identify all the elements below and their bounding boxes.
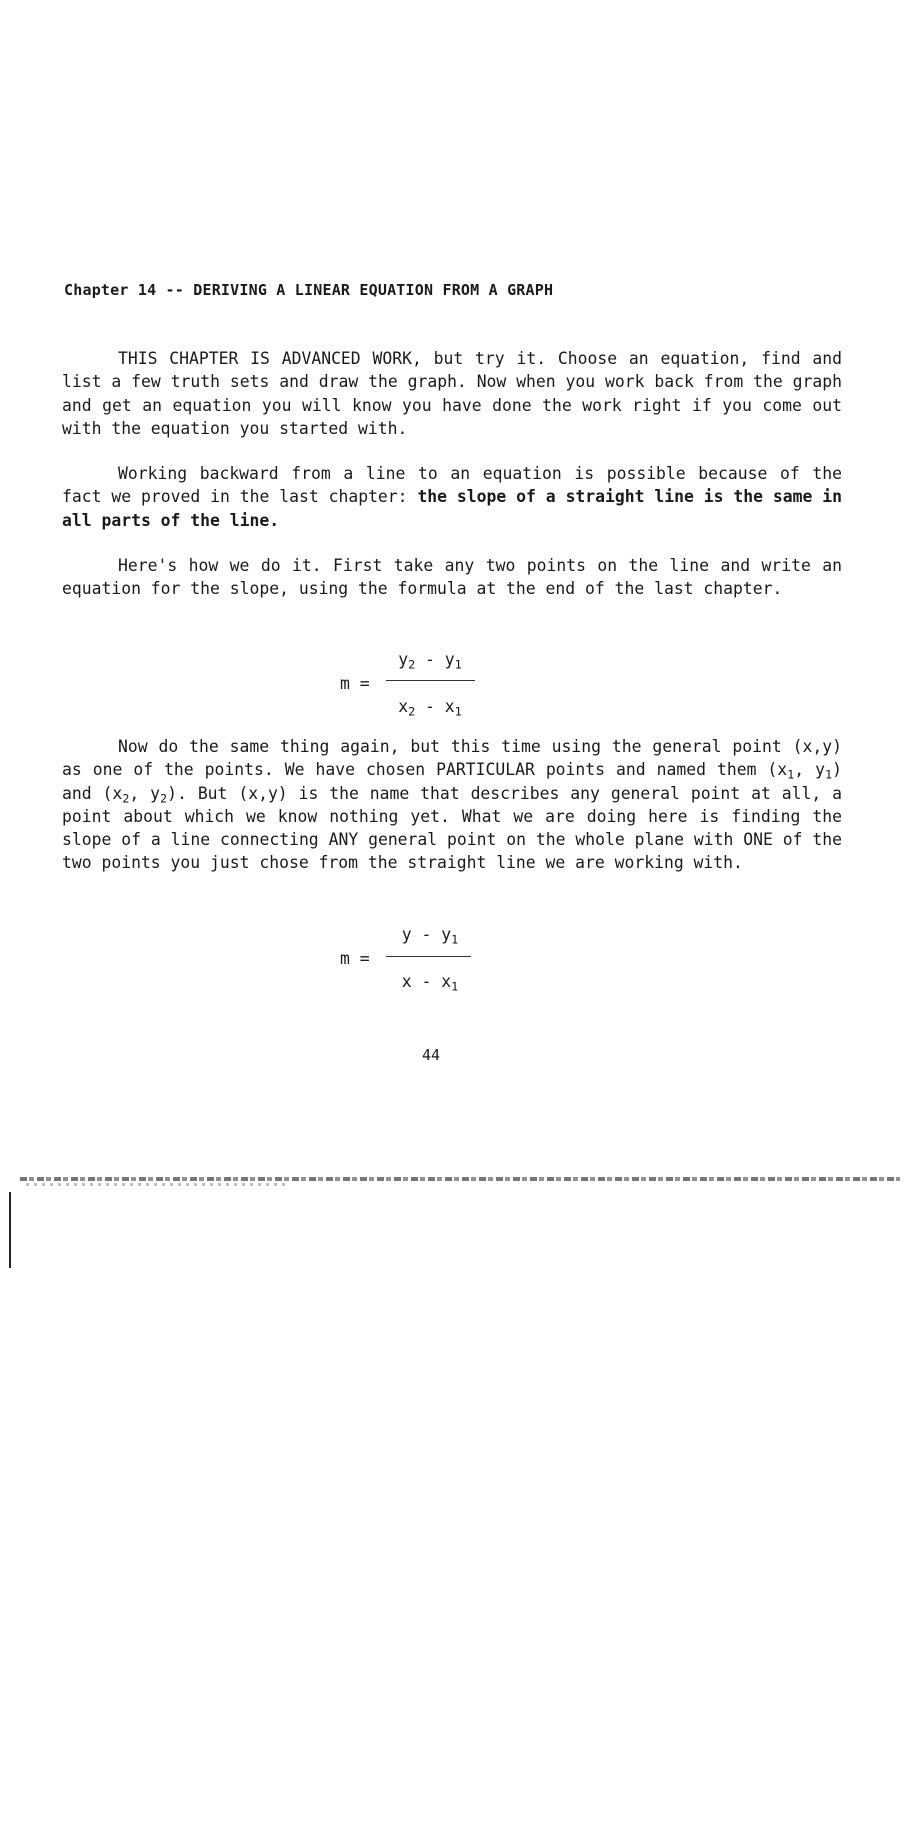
slope-formula-general-point bbox=[340, 925, 490, 995]
paragraph-how-to bbox=[62, 554, 842, 601]
scan-artifact-line bbox=[20, 1177, 900, 1181]
scan-artifact-noise bbox=[26, 1183, 286, 1186]
paragraph-general-point: Now do the same thing again, but this time using the general point (x,y) as one of the points. We have chosen PARTICULAR points and named them ($x_1$, $y_1$) and ($x_2$, $y_2$). But (x,y) is the name that describes any general point at all, a point about which we know nothing yet. What we are doing here is finding the slope of a line connecting ANY general point on the whole plane with ONE of the two points you just chose from the straight line we are working with. bbox=[62, 737, 843, 873]
scan-edge-mark bbox=[9, 1192, 11, 1268]
paragraph-working-backward-text: Working backward from a line to an equation is possible because of the fact we proved in the last chapter: bbox=[62, 464, 842, 507]
fraction-bar bbox=[386, 680, 475, 681]
paragraph-how-to-text: Here's how we do it. First take any two points on the line and write an equation for the slope, using the formula at the end of the last chapter. bbox=[62, 556, 842, 599]
page-number: 44 bbox=[422, 1046, 441, 1064]
slope-formula-two-points bbox=[340, 650, 490, 720]
chapter-heading: Chapter 14 -- DERIVING A LINEAR EQUATION FROM A GRAPH bbox=[64, 281, 554, 299]
formula-numerator: y - $y_1$ bbox=[401, 925, 459, 947]
slope-statement-bold: the slope of a straight line is the same in all parts of the line. bbox=[62, 487, 842, 530]
paragraph-intro-text: THIS CHAPTER IS ADVANCED WORK, but try it. Choose an equation, find and list a few truth sets and draw the graph. Now when you work back from the graph and get an equation you will know you have done the work right if you come out with the equation you started with. bbox=[62, 349, 842, 438]
paragraph-working-backward bbox=[62, 462, 842, 532]
formula-lhs: m = bbox=[340, 949, 370, 968]
paragraph-intro bbox=[62, 347, 842, 440]
formula-denominator: $x_2 - x_1$ bbox=[398, 697, 462, 719]
formula-denominator: x - $x_1$ bbox=[401, 972, 459, 994]
formula-numerator: $y_2 - y_1$ bbox=[398, 650, 462, 672]
fraction-bar bbox=[386, 956, 471, 957]
formula-lhs: m = bbox=[340, 674, 370, 693]
